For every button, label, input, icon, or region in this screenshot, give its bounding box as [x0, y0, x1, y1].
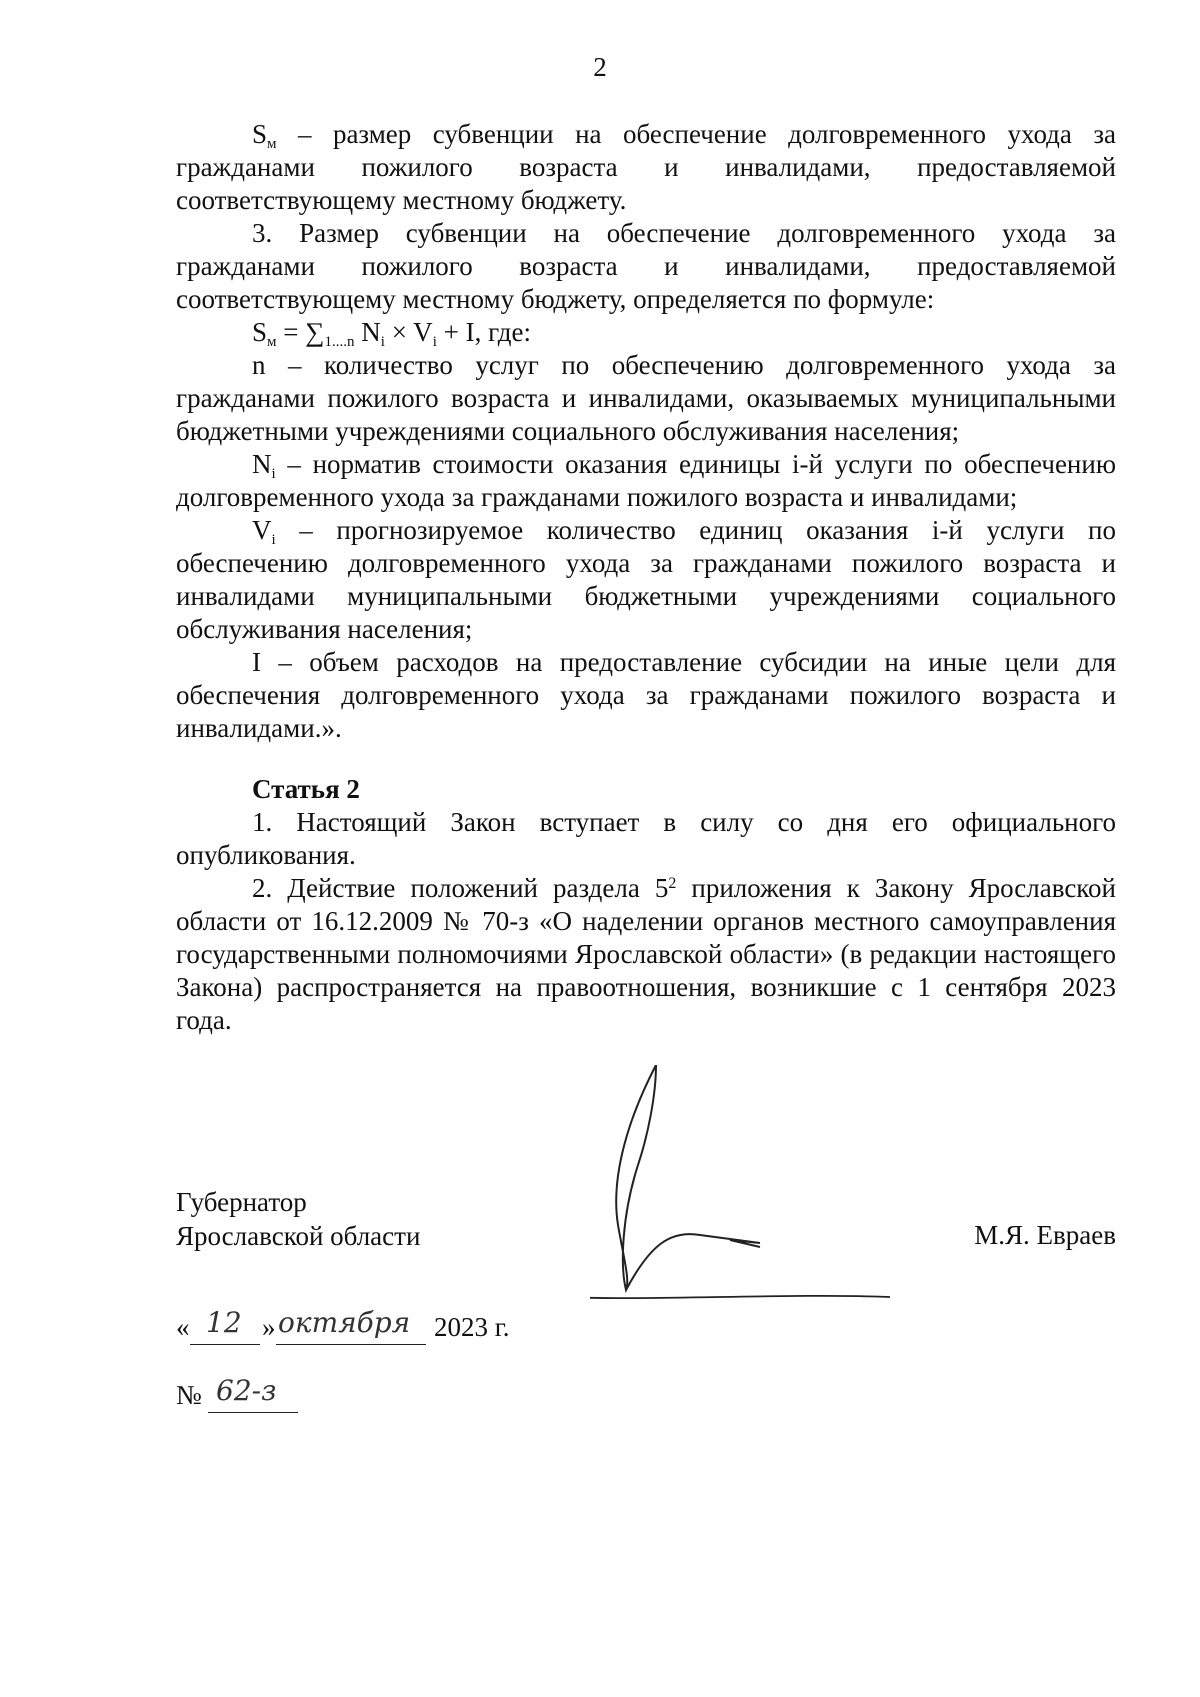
paragraph-3: 3. Размер субвенции на обеспечение долговременного ухода за гражданами пожилого возраста и инвалидами, предоставляемой соответствующему местному бюджету, определяется по формуле: [176, 218, 1116, 314]
signatory-name: М.Я. Евраев [974, 1220, 1116, 1250]
law-number-value: 62-з [216, 1374, 277, 1407]
signatory-title: Губернатор Ярославской области [176, 1187, 421, 1251]
formula: $S_м = \sum_{1....n}$ $N_i \times V_i + I$, где: [252, 317, 532, 350]
handwritten-signature [590, 1065, 970, 1305]
article-heading: Статья 2 [252, 774, 360, 804]
page-number: 2 [593, 52, 607, 82]
definition-vi: $V_i$ – прогнозируемое количество единиц оказания i-й услуги по обеспечению долговременного ухода за гражданами пожилого возраста и инвалидами муниципальными бюджетными учреждениями социального обслуживания населения; [176, 515, 1116, 644]
document-body [176, 118, 1116, 1037]
definition-i: I – объем расходов на предоставление субсидии на иные цели для обеспечения долговременного ухода за гражданами пожилого возраста и инвалидами.». [176, 647, 1116, 743]
paragraph-sm-definition: $S_м$ – размер субвенции на обеспечение долговременного ухода за гражданами пожилого возраста и инвалидами, предоставляемой соответствующему местному бюджету. [176, 119, 1116, 215]
date-day: 12 [206, 1306, 242, 1339]
signing-date: « 12 » октября 2023 г. [176, 1312, 576, 1352]
date-month: октября [278, 1306, 411, 1339]
definition-ni: $N_i$ – норматив стоимости оказания единицы i-й услуги по обеспечению долговременного ухода за гражданами пожилого возраста и инвалидами; [176, 449, 1116, 512]
article-2-paragraph-1: 1. Настоящий Закон вступает в силу со дня его официального опубликования. [176, 807, 1116, 870]
article-2-paragraph-2: 2. Действие положений раздела $5^2$ приложения к Закону Ярославской области от 16.12.2009 № 70-з «О наделении органов местного самоуправления государственными полномочиями Ярославской области» (в редакции настоящего Закона) распространяется на правоотношения, возникшие с 1 сентября 2023 года. [176, 873, 1116, 1035]
law-number: № 62-з [176, 1380, 336, 1440]
definition-n: n – количество услуг по обеспечению долговременного ухода за гражданами пожилого возраста и инвалидами, оказываемых муниципальными бюджетными учреждениями социального обслуживания населения; [176, 350, 1116, 446]
